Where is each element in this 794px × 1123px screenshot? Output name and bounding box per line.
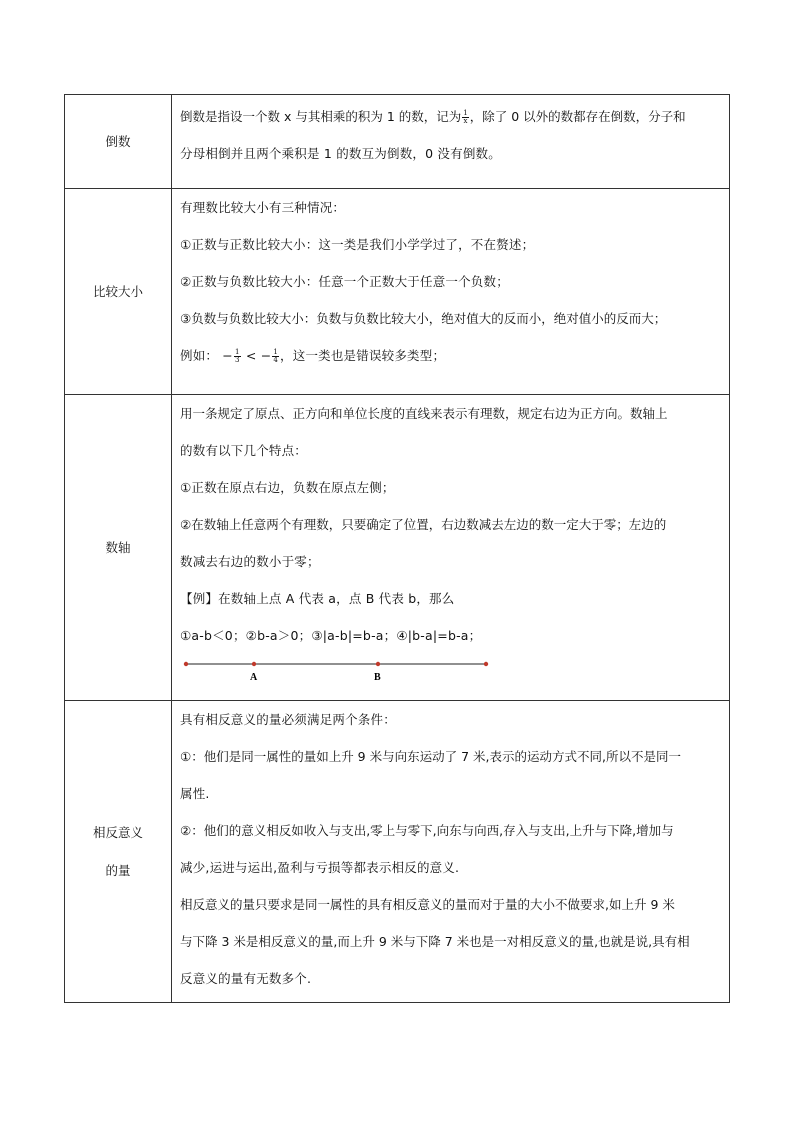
row-label-comparison — [65, 189, 172, 395]
row-content-comparison — [172, 189, 730, 395]
text-line — [180, 98, 725, 135]
row-label-text: 比较大小 — [92, 283, 143, 299]
text-line: 分母相倒并且两个乘积是 1 的数互为倒数，0 没有倒数。 — [180, 146, 501, 161]
text-line: 有理数比较大小有三种情况： — [180, 200, 346, 215]
table-row-opposite-quantities — [65, 701, 730, 1003]
fraction-denominator: 3 — [234, 356, 240, 364]
minus-sign: − — [260, 348, 272, 363]
row-content-number-line — [172, 395, 730, 701]
row-label-text: 的量 — [105, 862, 131, 878]
fraction-1-over-3 — [234, 349, 241, 364]
text-line: 用一条规定了原点、正方向和单位长度的直线来表示有理数，规定右边为正方向。数轴上 — [180, 406, 668, 421]
fraction-1-over-4 — [272, 349, 279, 364]
table-row-comparison — [65, 189, 730, 395]
text-line: ①正数与正数比较大小：这一类是我们小学学过了，不在赘述； — [180, 237, 535, 252]
text-segment: 倒数是指设一个数 x 与其相乘的积为 1 的数，记为 — [180, 109, 462, 124]
fraction-numerator: 1 — [234, 348, 240, 356]
text-line: ①：他们是同一属性的量如上升 9 米与向东运动了 7 米,表示的运动方式不同,所以不是同一 — [180, 749, 681, 764]
less-than-sign: < — [245, 348, 257, 363]
row-label-text: 数轴 — [105, 539, 131, 555]
fraction-denominator: x — [463, 117, 468, 125]
fraction-numerator: 1 — [273, 348, 279, 356]
text-line: 【例】在数轴上点 A 代表 a，点 B 代表 b，那么 — [180, 591, 455, 606]
text-line: ③负数与负数比较大小：负数与负数比较大小，绝对值大的反而小，绝对值小的反而大； — [180, 311, 667, 326]
text-segment: ，除了 0 以外的数都存在倒数，分子和 — [469, 109, 686, 124]
table-row-reciprocal — [65, 95, 730, 189]
text-line: ②在数轴上任意两个有理数，只要确定了位置，右边数减去左边的数一定大于零；左边的 — [180, 517, 667, 532]
text-line: 属性. — [180, 786, 210, 801]
example-line — [180, 337, 725, 374]
row-label-opposite-quantities — [65, 701, 172, 1003]
text-segment: 例如： — [180, 348, 219, 363]
row-content-reciprocal — [172, 95, 730, 189]
row-label-reciprocal — [65, 95, 172, 189]
text-line: 数减去右边的数小于零； — [180, 554, 320, 569]
fraction-denominator: 4 — [273, 356, 279, 364]
text-line: 减少,运进与运出,盈利与亏损等都表示相反的意义. — [180, 860, 460, 875]
point-b-dot — [376, 662, 380, 666]
point-a-dot — [252, 662, 256, 666]
text-line: 反意义的量有无数多个. — [180, 971, 312, 986]
axis-start-dot — [184, 662, 188, 666]
axis-end-dot — [484, 662, 488, 666]
number-line-figure — [180, 654, 725, 700]
row-label-text: 相反意义 — [92, 824, 143, 840]
row-content-opposite-quantities — [172, 701, 730, 1003]
point-b-label: B — [374, 672, 381, 683]
fraction-numerator: 1 — [463, 109, 468, 117]
text-segment: ，这一类也是错误较多类型； — [280, 348, 446, 363]
text-line: 相反意义的量只要求是同一属性的具有相反意义的量而对于量的大小不做要求,如上升 9 米 — [180, 897, 675, 912]
fraction-1-over-x — [462, 110, 468, 125]
point-a-label: A — [250, 672, 258, 683]
text-line: ②正数与负数比较大小：任意一个正数大于任意一个负数； — [180, 274, 509, 289]
number-line-svg — [180, 656, 500, 686]
text-line: ①正数在原点右边，负数在原点左侧； — [180, 480, 395, 495]
text-line: 的数有以下几个特点： — [180, 443, 308, 458]
row-label-text: 倒数 — [105, 133, 131, 149]
row-label-number-line — [65, 395, 172, 701]
text-line: 具有相反意义的量必须满足两个条件： — [180, 712, 396, 727]
minus-sign: − — [222, 348, 233, 363]
table-row-number-line — [65, 395, 730, 701]
text-line: ①a-b＜0；②b-a＞0；③|a-b|=b-a；④|b-a|=b-a； — [180, 628, 482, 643]
text-line: ②：他们的意义相反如收入与支出,零上与零下,向东与向西,存入与支出,上升与下降,增加与 — [180, 823, 674, 838]
text-line: 与下降 3 米是相反意义的量,而上升 9 米与下降 7 米也是一对相反意义的量,也就是说,具有相 — [180, 934, 690, 949]
knowledge-table — [64, 94, 730, 1003]
